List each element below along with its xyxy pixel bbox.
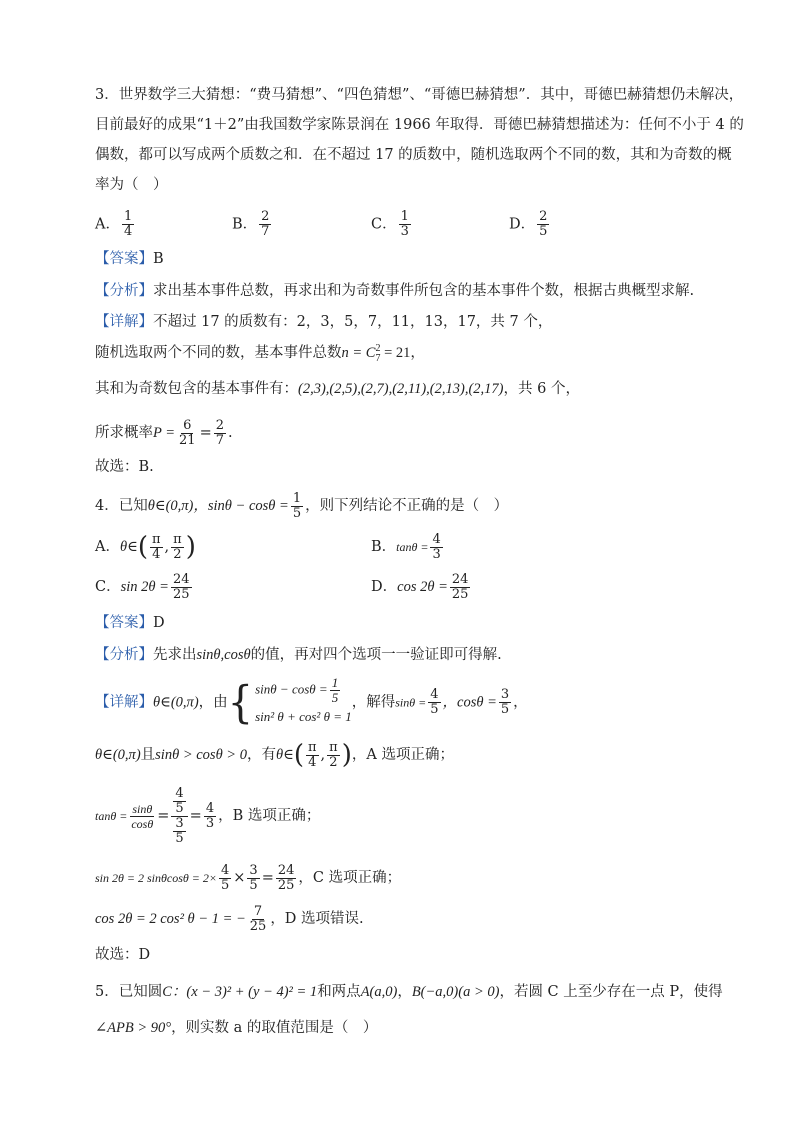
q3-stem-line-4: 率为（ ） bbox=[95, 177, 168, 193]
detail-math: P = bbox=[153, 425, 176, 441]
option-label: C． bbox=[371, 216, 397, 233]
q4-option-c: C．sin 2θ = $\frac{24}{25}$ bbox=[95, 571, 190, 602]
q4-stem: 4．已知θ∈(0,π)，sinθ − cosθ = $\frac{1}{5}$ ，则下列结论不正确的是（ ） bbox=[95, 490, 509, 521]
q3-stem-line-3: 偶数，都可以写成两个质数之和．在不超过 17 的质数中，随机选取两个不同的数，其和为奇数的概 bbox=[95, 147, 732, 163]
q3-option-c bbox=[371, 210, 413, 239]
q3-detail-3 bbox=[95, 377, 704, 401]
answer-tag: 【答案】 bbox=[95, 251, 153, 267]
q4-option-b: B．tanθ = $\frac{4}{3}$ bbox=[371, 531, 441, 562]
q4-analysis: 【分析】先求出sinθ,cosθ的值，再对四个选项一一验证即可得解. bbox=[95, 647, 502, 663]
detail-text: 不超过 17 的质数有：2，3，5，7，11，13，17，共 7 个， bbox=[153, 314, 553, 330]
q4-detail-3: tanθ = $\frac{\sin\theta}{\cos\theta}$ = $\frac{\frac{4}{5}}{\frac{3}{5}}$ = $\frac{4}{3}$ ，B 选项正确； bbox=[95, 785, 321, 846]
analysis-tag: 【分析】 bbox=[95, 647, 153, 663]
q3-analysis bbox=[95, 279, 704, 303]
q4-option-d: D．cos 2θ = $\frac{24}{25}$ bbox=[371, 571, 469, 602]
q4-answer bbox=[95, 611, 704, 635]
q4-detail-2: θ∈(0,π)且sinθ > cosθ > 0，有θ∈( $\frac{\pi}{4}$ , $\frac{\pi}{2}$ )，A 选项正确； bbox=[95, 739, 454, 770]
detail-tag: 【详解】 bbox=[95, 314, 153, 330]
option-fraction: $\frac{1}{4}$ bbox=[123, 209, 133, 239]
q4-option-a: A．θ∈( $\frac{\pi}{4}$ , $\frac{\pi}{2}$ ) bbox=[95, 531, 196, 562]
detail-text: 所求概率 bbox=[95, 425, 153, 441]
answer-tag: 【答案】 bbox=[95, 615, 153, 631]
detail-tag: 【详解】 bbox=[95, 694, 153, 711]
detail-text: ，共 6 个， bbox=[503, 381, 580, 397]
q3-option-d bbox=[509, 210, 551, 239]
analysis-tag: 【分析】 bbox=[95, 283, 153, 299]
q4-detail-5: cos 2θ = 2 cos² θ − 1 = − $\frac{7}{25}$ ，D 选项错误. bbox=[95, 903, 364, 934]
fraction: $\frac{2}{7}$ bbox=[215, 417, 224, 448]
q3-answer bbox=[95, 247, 704, 271]
detail-math: n = C 2 7 = 21， bbox=[341, 342, 425, 364]
q3-detail-4: 所求概率P = $\frac{6}{21}$ = $\frac{2}{7}$ . bbox=[95, 417, 233, 448]
analysis-text: 求出基本事件总数，再求出和为奇数事件所包含的基本事件个数，根据古典概型求解. bbox=[153, 283, 695, 299]
q4-detail-1: 【详解】θ∈(0,π)，由 { sinθ − cosθ = $\frac{1}{5}$ sin² θ + cos² θ = 1 ，解得sinθ = $\frac{4}{5}$ ，cosθ = $\frac{3}{5}$ ， bbox=[95, 675, 528, 728]
q3-option-b bbox=[232, 210, 273, 239]
q4-choose: 故选：D bbox=[95, 947, 151, 963]
q3-stem-line-2: 目前最好的成果“1＋2”由我国数学家陈景润在 1966 年取得．哥德巴赫猜想描述为：任何不小于 4 的 bbox=[95, 117, 744, 133]
q3-detail-1 bbox=[95, 310, 704, 334]
option-fraction: $\frac{2}{7}$ bbox=[261, 209, 270, 239]
fraction: $\frac{6}{21}$ bbox=[179, 417, 196, 448]
detail-text: 其和为奇数包含的基本事件有： bbox=[95, 381, 298, 397]
answer-value: B bbox=[153, 251, 164, 267]
option-label: B． bbox=[232, 216, 258, 233]
detail-math: (2,3),(2,5),(2,7),(2,11),(2,13),(2,17) bbox=[298, 381, 504, 397]
equation-system: { sinθ − cosθ = $\frac{1}{5}$ sin² θ + cos² θ = 1 bbox=[227, 675, 352, 728]
option-label: D． bbox=[509, 216, 536, 233]
q3-stem-line-1: 3．世界数学三大猜想：“费马猜想”、“四色猜想”、“哥德巴赫猜想”．其中，哥德巴赫猜想仍未解决， bbox=[95, 87, 744, 103]
answer-value: D bbox=[153, 615, 165, 631]
q5-stem-line-1: 5．已知圆C：(x − 3)² + (y − 4)² = 1和两点A(a,0)，B(−a,0)(a > 0)，若圆 C 上至少存在一点 P，使得 bbox=[95, 984, 723, 1000]
q3-detail-2 bbox=[95, 341, 704, 365]
fraction: $\frac{1}{5}$ bbox=[292, 490, 302, 521]
option-label: A． bbox=[95, 216, 120, 233]
q4-detail-4: sin 2θ = 2 sinθcosθ = 2× $\frac{4}{5}$ × $\frac{3}{5}$ = $\frac{24}{25}$ ，C 选项正确； bbox=[95, 862, 402, 893]
option-fraction: $\frac{1}{3}$ bbox=[400, 209, 409, 239]
q3-choose: 故选：B. bbox=[95, 459, 154, 475]
q5-stem-line-2: ∠APB > 90°，则实数 a 的取值范围是（ ） bbox=[95, 1020, 378, 1036]
q3-option-a bbox=[95, 210, 136, 239]
option-fraction: $\frac{2}{5}$ bbox=[539, 209, 548, 239]
detail-text: 随机选取两个不同的数，基本事件总数 bbox=[95, 345, 342, 361]
